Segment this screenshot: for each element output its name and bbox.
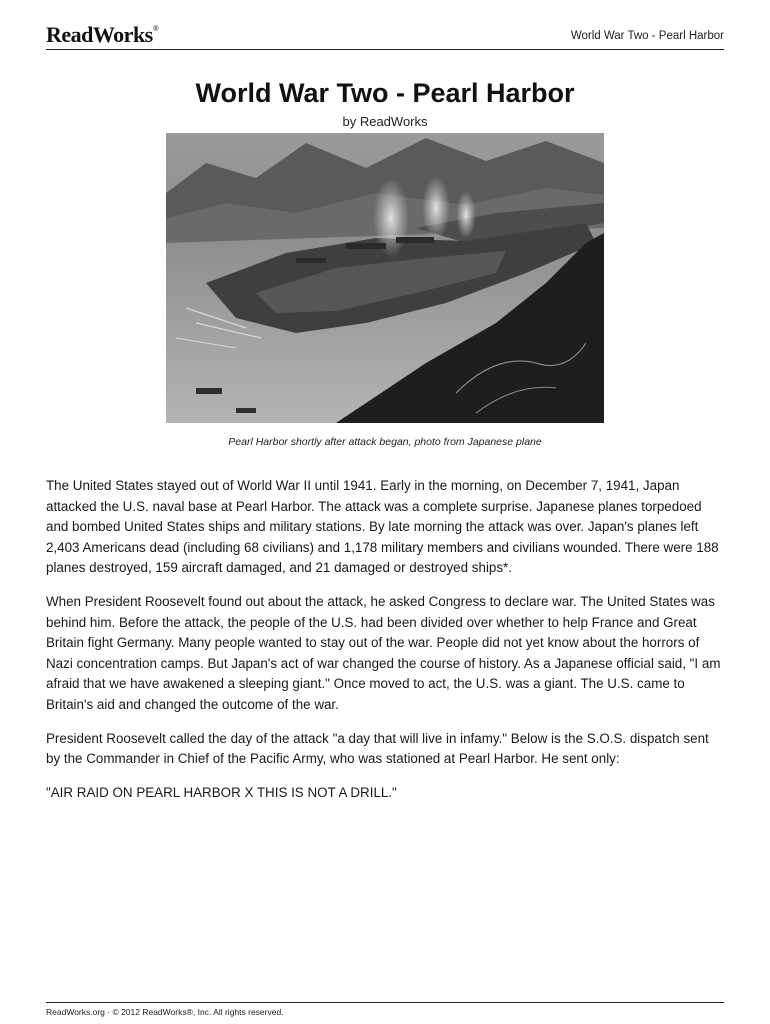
paragraph: When President Roosevelt found out about the attack, he asked Congress to declare war. The United States was behind him. Before the attack, the people of the U.S. had been divided over whether to help France and Great Britain fight Germany. Many people wanted to stay out of the war. People did not yet know about the horrors of Nazi concentration camps. But Japan's act of war changed the course of history. As a Japanese official said, "I am afraid that we have awakened a sleeping giant." Once moved to act, the U.S. was a giant. The U.S. came to Britain's aid and changed the outcome of the war. [46, 593, 721, 712]
paragraph: President Roosevelt called the day of the attack "a day that will live in infamy." Below is the S.O.S. dispatch sent by the Commander in Chief of the Pacific Army, who was stationed at Pearl Harbor. He sent only: [46, 730, 709, 767]
sos-quote: "AIR RAID ON PEARL HARBOR X THIS IS NOT A DRILL." [46, 784, 397, 800]
running-title: World War Two - Pearl Harbor [570, 30, 724, 42]
footer-divider [46, 1002, 724, 1003]
byline: by ReadWorks [342, 114, 428, 129]
logo-text: ReadWorks [46, 22, 153, 47]
pearl-harbor-photo [166, 133, 604, 423]
page-title: World War Two - Pearl Harbor [195, 78, 575, 108]
footer-copyright: ReadWorks.org · © 2012 ReadWorks®, Inc. All rights reserved. [46, 1007, 284, 1017]
paragraph: The United States stayed out of World War II until 1941. Early in the morning, on December 7, 1941, Japan attacked the U.S. naval base at Pearl Harbor. The attack was a complete surprise. Japanese planes torpedoed and bombed United States ships and military stations. By late morning the attack was over. Japan's planes left 2,403 Americans dead (including 68 civilians) and 1,178 military members and civilians wounded. There were 188 planes destroyed, 159 aircraft damaged, and 21 damaged or destroyed ships*. [46, 478, 719, 576]
header-divider [46, 49, 724, 50]
photo-caption: Pearl Harbor shortly after attack began, photo from Japanese plane [228, 436, 542, 448]
registered-mark: ® [152, 24, 159, 33]
article-body [46, 476, 726, 816]
readworks-logo [46, 22, 158, 48]
